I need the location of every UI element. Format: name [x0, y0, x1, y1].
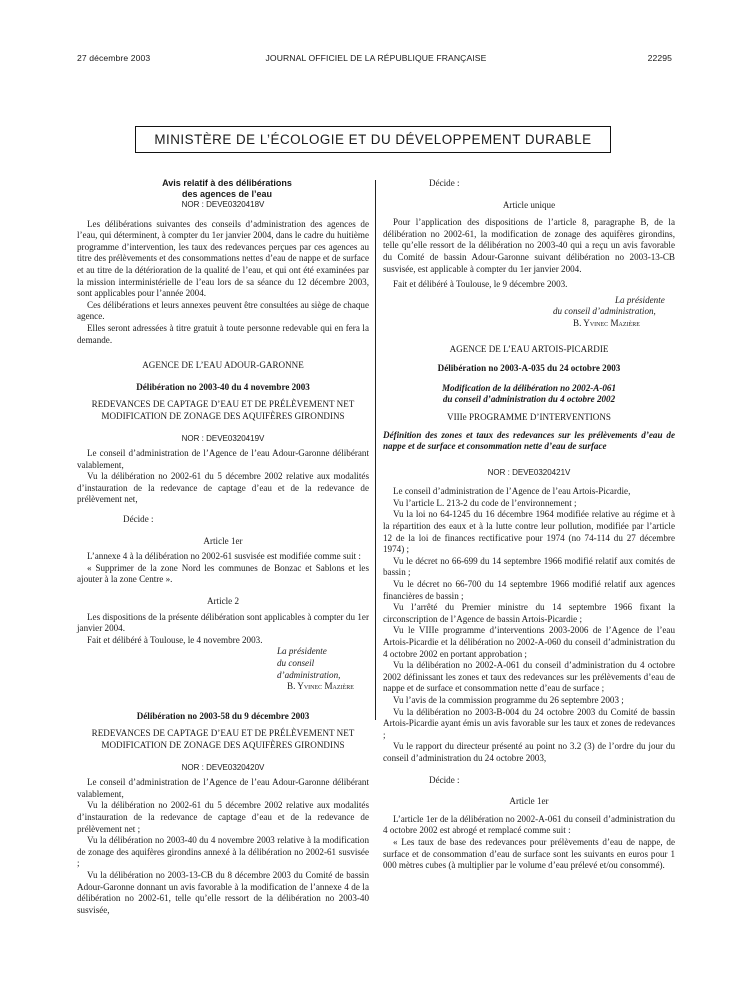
d3-visa-11: Vu le rapport du directeur présenté au point no 3.2 (3) de l’ordre du jour du conseil d’administration du 24 octobre 2003, [383, 741, 675, 763]
agency-artois-picardie-heading: AGENCE DE L’EAU ARTOIS-PICARDIE [449, 343, 609, 354]
avis-paragraph-3: Elles seront adressées à titre gratuit à toute personne redevable qui en fera la demande. [77, 322, 369, 345]
deliberation-2003-58-nor: NOR : DEVE0320420V [181, 762, 265, 772]
d1-signature-name: B. Yvinec Mazière [287, 681, 354, 692]
d1-article-2-text: Les dispositions de la présente délibération sont applicables à compter du 1er janvier 2004. [77, 611, 369, 634]
ministry-banner: MINISTÈRE DE L’ÉCOLOGIE ET DU DÉVELOPPEMENT DURABLE [135, 126, 611, 153]
column-divider [375, 180, 376, 720]
d3-modification-line-2: du conseil d’administration du 4 octobre 2002 [442, 394, 616, 405]
d2-signature-role: du conseil d’administration, [553, 306, 656, 317]
avis-nor: NOR : DEVE0320418V [181, 200, 265, 209]
header-page-number: 22295 [647, 53, 672, 63]
avis-title-line-2: des agences de l’eau [181, 188, 273, 199]
deliberation-2003-58-subject-2: MODIFICATION DE ZONAGE DES AQUIFÈRES GIRONDINS [101, 739, 345, 750]
d2-article-unique-text: Pour l’application des dispositions de l’article 8, paragraphe B, de la délibération no 2002-61, la modification de zonage des aquifères girondins, telle qu’elle ressort de la délibération no 2003-40 qui a reçu un avis favorable du Comité de bassin Adour-Garonne suivant délibération no 2003-13-CB susvisée, est applicable à compter du 1er janvier 2004. [383, 217, 675, 274]
d1-paragraph-2: Vu la délibération no 2002-61 du 5 décembre 2002 relative aux modalités d’instauration de la redevance de captage d’eau et de la redevance de prélèvement net, [77, 471, 369, 505]
d3-visa-3: Vu la loi no 64-1245 du 16 décembre 1964 modifiée relative au régime et à la répartition des eaux et à la lutte contre leur pollution, modifiée par l’article 12 de la loi de finances rectificative pour 1974 (no 74-114 du 27 décembre 1974) ; [383, 509, 675, 555]
d3-article-1-heading: Article 1er [509, 796, 549, 807]
right-column [383, 178, 675, 872]
header-journal-title: JOURNAL OFFICIEL DE LA RÉPUBLIQUE FRANÇAISE [265, 53, 487, 63]
d2-paragraph-3: Vu la délibération no 2003-40 du 4 novembre 2003 relative à la modification de zonage des aquifères girondins annexé à la délibération no 2002-61 susvisée ; [77, 835, 369, 869]
avis-title-line-1: Avis relatif à des délibérations [162, 178, 292, 188]
d2-article-unique-heading: Article unique [502, 199, 556, 210]
d2-paragraph-1: Le conseil d’administration de l’Agence de l’eau Adour-Garonne délibérant valablement, [77, 777, 369, 799]
d3-nor: NOR : DEVE0320421V [487, 467, 571, 477]
deliberation-2003-58-subject-1: REDEVANCES DE CAPTAGE D’EAU ET DE PRÉLÈVEMENT NET [91, 728, 355, 739]
d3-visa-10: Vu la délibération no 2003-B-004 du 24 octobre 2003 du Comité de bassin Artois-Picardie ayant émis un avis favorable sur les taux et zones de redevances ; [383, 706, 675, 740]
d1-signature-role: du conseil d’administration, [277, 658, 341, 680]
d3-visa-9: Vu l’avis de la commission programme du 26 septembre 2003 ; [393, 694, 624, 705]
header-date: 27 décembre 2003 [77, 53, 151, 63]
d3-visa-7: Vu le VIIIe programme d’interventions 2003-2006 de l’Agence de l’eau Artois-Picardie et la délibération no 2002-A-060 du conseil d’administration du 4 octobre 2002 en portant approbation ; [383, 625, 675, 659]
d1-article-2-heading: Article 2 [206, 596, 240, 607]
d1-article-1-text-1: L’annexe 4 à la délibération no 2002-61 susvisée est modifiée comme suit : [87, 551, 361, 562]
d3-visa-5: Vu le décret no 66-700 du 14 septembre 1966 modifié relatif aux agences financières de bassin ; [383, 579, 675, 601]
avis-paragraph-2: Ces délibérations et leurs annexes peuvent être consultées au siège de chaque agence. [77, 299, 369, 322]
d1-article-1-heading: Article 1er [203, 535, 243, 546]
deliberation-2003-40-subject-1: REDEVANCES DE CAPTAGE D’EAU ET DE PRÉLÈVEMENT NET [91, 399, 355, 410]
left-column [77, 178, 369, 916]
d1-article-1-text-2: « Supprimer de la zone Nord les communes de Bonzac et Sablons et les ajouter à la zone Centre ». [77, 562, 369, 585]
d3-modification-line-1: Modification de la délibération no 2002-A-061 [441, 382, 617, 393]
agency-adour-garonne-heading: AGENCE DE L’EAU ADOUR-GARONNE [142, 360, 304, 371]
d3-visa-8: Vu la délibération no 2002-A-061 du conseil d’administration du 4 octobre 2002 définissant les zones et taux des redevances sur les prélèvements d’eau de nappe et de surface et consommation nette d’eau de surface ; [383, 660, 675, 694]
d3-visa-4: Vu le décret no 66-699 du 14 septembre 1966 modifié relatif aux comités de bassin ; [383, 555, 675, 578]
d1-signature-title: La présidente [277, 646, 327, 657]
avis-paragraph-1: Les délibérations suivantes des conseils d’administration des agences de l’eau, qui déterminent, à compter du 1er janvier 2004, dans le cadre du huitième programme d’intervention, les taux des redevances perçues par ces agences au titre des prélèvements et des consommations nettes d’eau de nappe et de surface et au titre de la détérioration de la qualité de l’eau, et qui ont été examinées par la mission interministérielle de l’eau lors de sa séance du 12 décembre 2003, sont applicables pour l’année 2004. [77, 218, 369, 299]
d3-definition-heading: Définition des zones et taux des redevances sur les prélèvements d’eau de nappe et de surface et consommation nette d’eau de surface [383, 429, 675, 452]
d1-decide: Décide : [123, 514, 154, 525]
d2-paragraph-2: Vu la délibération no 2002-61 du 5 décembre 2002 relative aux modalités d’instauration de la redevance de captage d’eau et de la redevance de prélèvement net ; [77, 800, 369, 834]
d3-article-1-text-1: L’article 1er de la délibération no 2002-A-061 du conseil d’administration du 4 octobre 2002 est abrogé et remplacé comme suit : [383, 813, 675, 836]
d3-visa-6: Vu l’arrêté du Premier ministre du 14 septembre 1966 fixant la circonscription de l’Agence de bassin Artois-Picardie ; [383, 602, 675, 624]
d2-decide: Décide : [429, 178, 460, 188]
d2-signature-name: B. Yvinec Mazière [573, 317, 640, 328]
deliberation-2003-40-subject-2: MODIFICATION DE ZONAGE DES AQUIFÈRES GIRONDINS [101, 410, 345, 421]
d2-signature-title: La présidente [615, 294, 665, 305]
deliberation-2003-58-title: Délibération no 2003-58 du 9 décembre 2003 [136, 710, 310, 721]
d3-decide: Décide : [429, 774, 460, 785]
d2-paragraph-4: Vu la délibération no 2003-13-CB du 8 décembre 2003 du Comité de bassin Adour-Garonne donnant un avis favorable à la modification de l’annexe 4 de la délibération no 2002-61, telle qu’elle ressort de la délibération no 2003-40 susvisée, [77, 869, 369, 915]
d3-programme-heading: VIIIe PROGRAMME D’INTERVENTIONS [447, 411, 611, 422]
deliberation-2003-40-title: Délibération no 2003-40 du 4 novembre 2003 [136, 381, 310, 392]
d3-visa-2: Vu l’article L. 213-2 du code de l’environnement ; [393, 497, 577, 508]
d3-article-1-text-2: « Les taux de base des redevances pour prélèvements d’eau de nappe, de surface et de consommation d’eau de surface sont les suivants en euros pour 1 000 mètres cubes (à multiplier par le volume d’eau prélevé et/ou consommé). [383, 836, 675, 871]
d3-visa-1: Le conseil d’administration de l’Agence de l’eau Artois-Picardie, [393, 486, 631, 497]
d1-done-at: Fait et délibéré à Toulouse, le 4 novembre 2003. [87, 634, 263, 645]
d1-paragraph-1: Le conseil d’administration de l’Agence de l’eau Adour-Garonne délibérant valablement, [77, 448, 369, 470]
deliberation-2003-a-035-title: Délibération no 2003-A-035 du 24 octobre 2003 [437, 363, 621, 374]
deliberation-2003-40-nor: NOR : DEVE0320419V [181, 433, 265, 443]
d2-done-at: Fait et délibéré à Toulouse, le 9 décembre 2003. [393, 279, 568, 290]
